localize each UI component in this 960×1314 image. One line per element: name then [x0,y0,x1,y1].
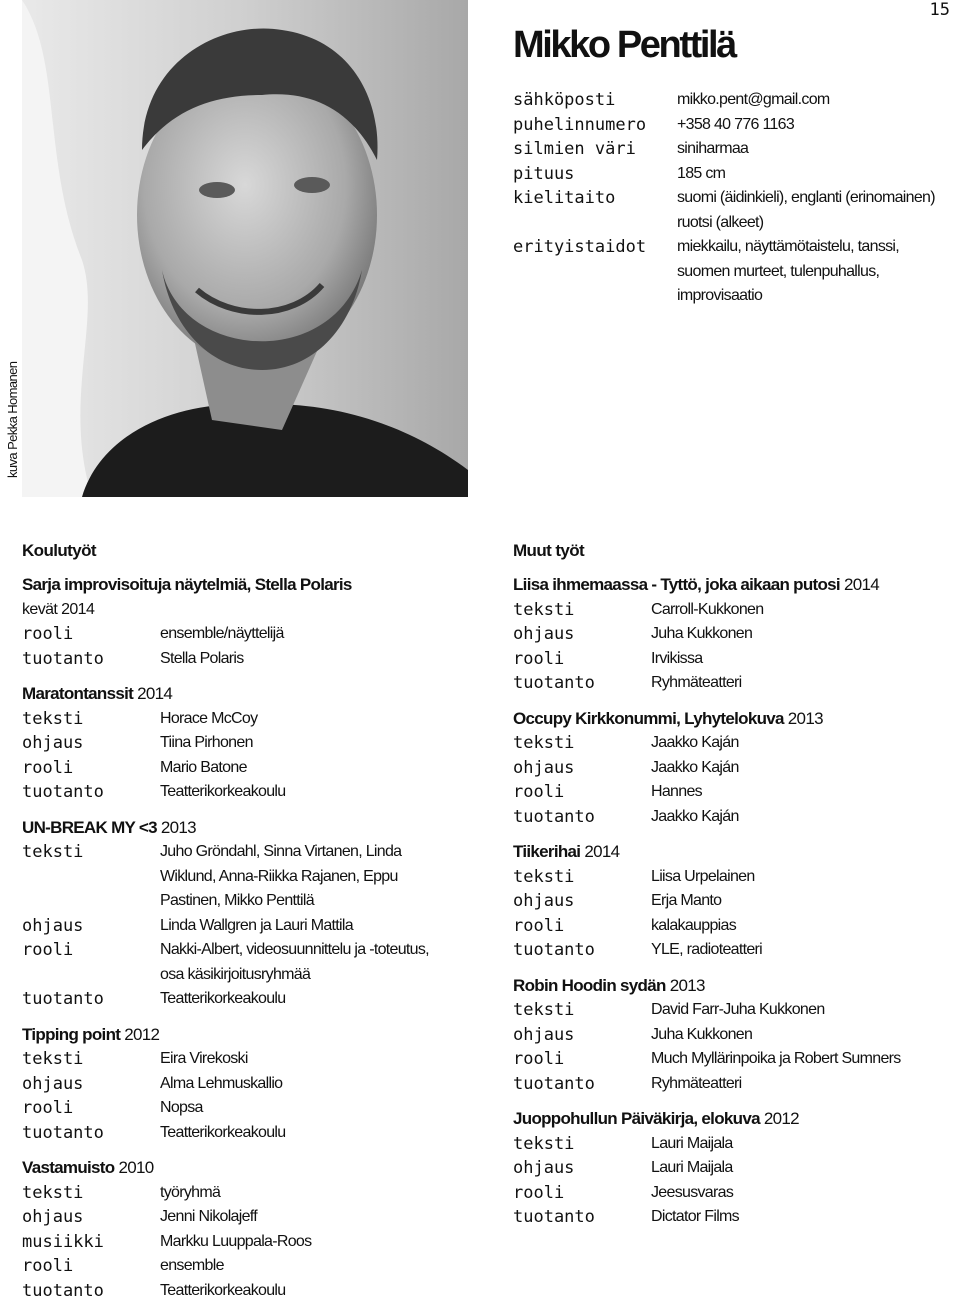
work-entry [513,974,958,1097]
credit-row [22,1096,467,1121]
work-year: 2012 [120,1024,160,1044]
credit-label: tuotanto [22,1280,104,1301]
credit-value: Lauri Maijala [651,1159,733,1176]
work-entry [513,1107,958,1230]
credit-label: teksti [513,1133,575,1154]
credit-label: ohjaus [513,1024,575,1045]
work-year: 2013 [665,975,705,995]
entry-title [513,707,958,732]
credit-row [513,938,958,963]
credit-label: ohjaus [22,733,84,753]
credit-value: Jenni Nikolajeff [160,1208,258,1225]
credit-value: työryhmä [160,1183,221,1201]
credit-label: ohjaus [513,891,575,911]
section-title: Koulutyöt [22,541,96,560]
person-name: Mikko Penttilä [513,24,735,66]
contact-info [513,88,953,309]
entry-title [22,816,467,841]
entry-title [22,1023,467,1048]
credit-row [22,731,467,756]
credit-value: Erja Manto [651,892,722,909]
credit-row [513,1072,958,1097]
credit-label: teksti [22,1049,84,1069]
credit-row [513,780,958,805]
work-title: Occupy Kirkkonummi, Lyhytelokuva [513,708,784,728]
credit-label: rooli [22,624,74,644]
entry-title [513,840,958,865]
work-year: 2014 [580,842,620,861]
info-special-skills [513,235,953,309]
credit-value: Carroll-Kukkonen [651,600,764,618]
work-title: Tipping point [22,1024,121,1044]
credit-row [513,805,958,830]
work-title: Sarja improvisoituja näytelmiä, Stella Polaris [22,575,352,594]
portrait-illustration [22,0,468,497]
credit-value: Nakki-Albert, videosuunnittelu ja -toteutus, osa käsikirjoitusryhmää [160,941,429,983]
credit-row [22,707,467,732]
credit-value: David Farr-Juha Kukkonen [651,1001,825,1018]
credit-label: teksti [22,1182,84,1203]
languages-value: suomi (äidinkieli), englanti (erinomainen) ruotsi (alkeet) [677,189,935,231]
special-skills-value: miekkailu, näyttämötaistelu, tanssi, suomen murteet, tulenpuhallus, improvisaatio [677,238,900,304]
credit-row [513,598,958,623]
credit-label: tuotanto [513,673,595,693]
credit-row [22,914,467,939]
other-works-column [513,539,958,1241]
work-year: 2012 [759,1109,799,1128]
credit-row [513,998,958,1023]
info-label: pituus [513,163,575,184]
credit-value: Much Myllärinpoika ja Robert Sumners [651,1050,901,1067]
credit-row [513,1047,958,1072]
work-year: 2013 [783,708,823,728]
info-label: puhelinnumero [513,114,647,135]
entry-title [22,682,467,707]
work-title: Juoppohullun Päiväkirja, elokuva [513,1109,760,1128]
credit-value: Teatterikorkeakoulu [160,990,286,1007]
entry-title [513,573,958,598]
credit-value: ensemble [160,1257,224,1274]
credit-label: tuotanto [22,989,104,1009]
credit-row [513,1023,958,1048]
credit-label: rooli [22,940,74,960]
credit-value: Dictator Films [651,1208,739,1225]
credit-label: teksti [513,599,575,620]
credit-value: Teatterikorkeakoulu [160,783,286,800]
entry-title [22,1156,467,1181]
credit-row [22,1205,467,1230]
credit-value: Ryhmäteatteri [651,674,742,691]
credit-label: rooli [513,1049,565,1069]
credit-value: Horace McCoy [160,709,258,727]
credit-row [513,889,958,914]
info-label: silmien väri [513,139,636,159]
credit-value: Linda Wallgren ja Lauri Mattila [160,916,353,934]
work-entry [22,573,467,671]
credit-row [22,756,467,781]
info-eye-color [513,137,953,162]
work-year: 2014 [133,684,173,703]
credit-row [513,671,958,696]
work-title: Vastamuisto [22,1158,115,1177]
credit-row [22,1279,467,1304]
info-height [513,162,953,187]
credit-value: Juho Gröndahl, Sinna Virtanen, Linda Wiklund, Anna-Riikka Rajanen, Eppu Pastinen, Mikko Penttilä [160,843,402,909]
work-entry [22,1156,467,1303]
credit-row [513,865,958,890]
credit-label: rooli [513,1182,565,1203]
credit-row [22,1047,467,1072]
credit-value: Teatterikorkeakoulu [160,1281,286,1299]
credit-row [22,987,467,1012]
credit-row [513,731,958,756]
photo-credit: kuva Pekka Homanen [5,361,20,478]
credit-value: Lauri Maijala [651,1134,733,1152]
work-title: Maratontanssit [22,684,134,703]
credit-value: Eira Virekoski [160,1050,248,1067]
credit-value: Juha Kukkonen [651,625,753,642]
credit-value: Jaakko Kaján [651,734,739,751]
credit-label: teksti [513,733,575,753]
credit-row [513,622,958,647]
credit-row [513,647,958,672]
work-subtitle: kevät 2014 [22,600,95,618]
credit-value: kalakauppias [651,916,736,934]
credit-label: teksti [513,866,575,887]
credit-value: Mario Batone [160,758,247,776]
credit-value: Tiina Pirhonen [160,734,253,751]
credit-label: tuotanto [513,1207,595,1227]
credit-row [513,1156,958,1181]
credit-value: Irvikissa [651,649,703,667]
work-entry [22,1023,467,1146]
info-label: erityistaidot [513,237,647,257]
credit-label: rooli [513,915,565,936]
email-value: mikko.pent@gmail.com [677,91,830,108]
work-entry [513,573,958,696]
credit-label: teksti [513,1000,575,1020]
work-entry [513,840,958,963]
credit-label: teksti [22,708,84,729]
credit-label: rooli [22,1256,74,1276]
credit-label: ohjaus [22,915,84,936]
credit-label: rooli [22,757,74,778]
credit-row [22,1254,467,1279]
credit-row [22,1230,467,1255]
entry-title [513,974,958,999]
credit-label: tuotanto [513,1073,595,1094]
credit-row [22,622,467,647]
info-label: sähköposti [513,90,616,110]
page-number: 15 [929,0,950,20]
school-works-column [22,539,467,1314]
credit-label: tuotanto [22,1122,104,1143]
work-title: Tiikerihai [513,842,581,861]
entry-title [513,1107,958,1132]
info-languages [513,186,953,235]
credit-label: ohjaus [22,1207,84,1227]
info-email [513,88,953,113]
credit-row [513,1181,958,1206]
credit-row [22,1121,467,1146]
credit-value: Jeesusvaras [651,1183,734,1201]
credit-label: rooli [513,782,565,802]
credit-label: tuotanto [513,940,595,960]
credit-row [22,1181,467,1206]
phone-value: +358 40 776 1163 [677,115,795,133]
work-year: 2013 [156,817,196,837]
work-year: 2014 [839,575,879,594]
credit-value: Jaakko Kaján [651,758,739,776]
credit-label: musiikki [22,1231,104,1252]
credit-value: Markku Luuppala-Roos [160,1232,312,1250]
credit-row [513,1132,958,1157]
work-entry [22,816,467,1012]
credit-value: Alma Lehmuskallio [160,1074,283,1092]
eye-color-value: siniharmaa [677,140,749,157]
info-label: kielitaito [513,188,616,208]
credit-value: YLE, radioteatteri [651,941,763,958]
credit-label: ohjaus [513,1158,575,1178]
credit-label: ohjaus [22,1073,84,1094]
credit-label: ohjaus [513,624,575,644]
credit-label: teksti [22,842,84,862]
credit-label: tuotanto [513,806,595,827]
credit-value: ensemble/näyttelijä [160,625,284,642]
credit-row [22,780,467,805]
credit-row [22,938,467,987]
credit-value: Stella Polaris [160,649,244,667]
credit-label: tuotanto [22,648,104,669]
credit-value: Hannes [651,783,702,800]
credit-row [513,756,958,781]
work-title: Liisa ihmemaassa - Tyttö, joka aikaan putosi [513,575,840,594]
portrait-photo [22,0,468,497]
credit-row [22,1072,467,1097]
section-title: Muut työt [513,541,585,560]
entry-title [22,573,467,598]
work-title: Robin Hoodin sydän [513,975,666,995]
height-value: 185 cm [677,164,726,182]
credit-label: tuotanto [22,782,104,802]
work-entry [22,682,467,805]
work-title: UN-BREAK MY <3 [22,817,157,837]
work-year: 2010 [114,1158,154,1177]
credit-label: ohjaus [513,757,575,778]
work-entry [513,707,958,830]
credit-row [513,1205,958,1230]
credit-label: rooli [513,648,565,669]
credit-value: Liisa Urpelainen [651,867,755,885]
credit-label: rooli [22,1098,74,1118]
credit-value: Nopsa [160,1099,203,1116]
credit-value: Teatterikorkeakoulu [160,1123,286,1141]
credit-row [513,914,958,939]
credit-row [22,840,467,914]
credit-value: Ryhmäteatteri [651,1074,742,1092]
info-phone [513,113,953,138]
credit-row [22,647,467,672]
credit-value: Juha Kukkonen [651,1025,753,1043]
credit-value: Jaakko Kaján [651,807,739,825]
